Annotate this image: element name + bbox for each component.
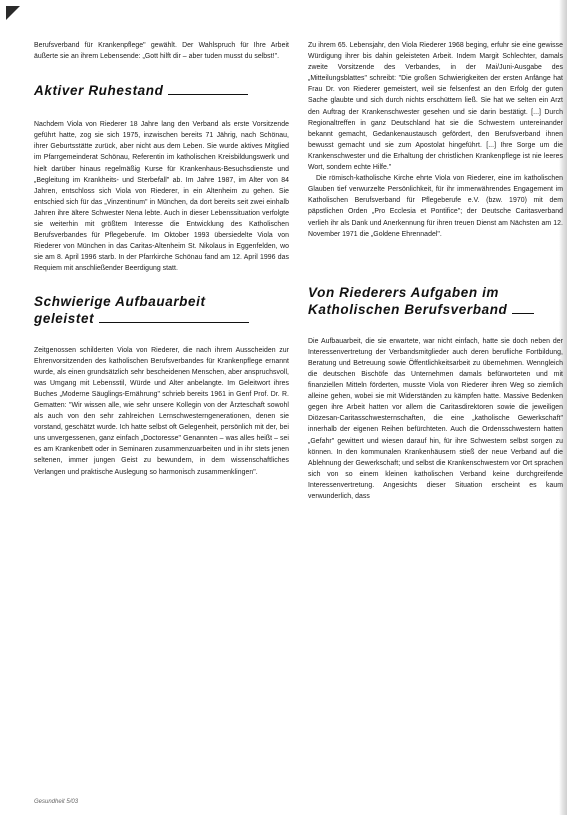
- heading-aufgaben: Von Riederers Aufgaben im Katholischen Berufsverband: [308, 284, 563, 318]
- heading-underline: [168, 94, 248, 95]
- paragraph-ruhestand: Nachdem Viola von Riederer 18 Jahre lang den Verband als erste Vorsitzende geführt hatte, zog sie sich 1975, inzwischen bereits 71 Jährig, nach Schönau, ihrer Geburtsstätte zurück, aber nicht aus dem Leben. Sie wurde aktives Mitglied im Pfarrgemeinderat Schönau, Referentin im katholischen Kreisbildungswerk und hielt darüber hinaus regelmäßig Kurse für Krankenhaus-Besuchsdienste und „Begleitung im Krankheits- und Sterbefall" ab. Im Jahre 1987, im Alter von 84 Jahren, entschloss sich Viola von Riederer, in ein Altenheim zu gehen. Sie entschied sich für das „Vinzentinum" in München, da dort bereits seit zwei einhalb Jahren ihre ältere Schwester Nena lebte. Auch in dieser Lebenssituation verfolgte sie weiterhin mit größtem Interesse die Entwicklung des Katholischen Berufsverbandes für Pflegeberufe. Im Oktober 1993 übersiedelte Viola von Riederer von München in das Caritas-Altenheim St. Nikolaus in Eggenfelden, wo sie am 8. April 1996 starb. In der Pfarrkirche Schönau fand am 12. April 1996 das Requiem mit anschließender Beerdigung statt.: [34, 121, 289, 273]
- corner-crop-mark: [6, 6, 20, 20]
- heading-underline: [512, 313, 534, 314]
- page-footer: Gesundheit 5/03: [34, 799, 79, 805]
- heading-aktiver-ruhestand: Aktiver Ruhestand: [34, 82, 289, 99]
- paragraph-kirche: Die römisch-katholische Kirche ehrte Viola von Riederer, eine im katholischen Glauben tief verwurzelte Persönlichkeit, für ihr immerwährendes Engagement im Katholischen Berufsverband für Pflegeberufe e.V. (bzw. 1970) mit dem päpstlichen Orden „Pro Ecclesia et Pontifice"; der Deutsche Caritasverband verlieh ihr als Dank und Anerkennung für ihren treuen Dienst am Nächsten am 12. November 1971 die „Goldene Ehrennadel".: [308, 175, 563, 238]
- paragraph-aufgaben: Die Aufbauarbeit, die sie erwartete, war nicht einfach, hatte sie doch neben der Interessenvertretung der Verbandsmitglieder auch deren berufliche Fortbildung, Beratung und Betreuung sowie Öffentlichkeitsarbeit zu übernehmen. Wenngleich die deutschen Bischöfe das Unternehmen damals befürworteten und mit finanziellen Mitteln förderten, musste Viola von Riederer ihren Weg so ziemlich alleine gehen, wobei sie mit Widerständen zu kämpfen hatte. Massive Bedenken gegen ihre Arbeit hatten vor allem die Caritasdirektoren sowie die jeweiligen Diözesan-Caritasschwesternschaften, die eine „katholische Gewerkschaft" innerhalb der eigenen Reihen befürchteten. Auch die Ordensschwestern hatten „Gefahr" gewittert und wiesen darauf hin, für ihre Schwestern selbst sorgen zu können. In den kommunalen Krankenhäusern stieß der neue Verband auf die Ablehnung der Gewerkschaft; und selbst die Krankenschwestern vor Ort sprachen sich von so einem kleinen katholischen Verband keine durchgreifende Interessenvertretung. Angesichts dieser Situation erscheint es kaum verwunderlich, dass: [308, 337, 563, 500]
- heading-aufbauarbeit: Schwierige Aufbauarbeit geleistet: [34, 293, 289, 327]
- paragraph-aufbauarbeit: Zeitgenossen schilderten Viola von Riederer, die nach ihrem Ausscheiden zur Ehrenvorsitzenden des katholischen Berufsverbandes für Krankenpflege ernannt wurde, als einen grundsätzlich sehr bescheidenen Menschen, aber anspruchsvoll, was Umgang mit Lebensstil, Würde und Alter anbelangte. Im Geleitwort ihres Buches „Moderne Säuglings-Ernährung" schrieb bereits 1961 in Genf Prof. Dr. R. Gematten: "Wir wissen alle, wie sehr unsere Kollegin von der Ärzteschaft sowohl als auch von den sehr zahlreichen Lernschwesterngenerationen, denen sie vorstand, geschätzt wurde. Ich hatte selbst oft Gelegenheit, persönlich mit der, bei uns unvergessenen, ganz einfach „Doctoresse" Genannten – was alles heißt – sei es am Krankenbett oder in Seminaren zusammenzuarbeiten und in ihr stets jenen seltenen, immer jungen Geist zu bewundern, in dem wissenschaftliches Verlangen und praktische Auslegung so harmonisch zusammenklingen".: [34, 346, 289, 476]
- intro-paragraph: Berufsverband für Krankenpflege" gewählt. Der Wahlspruch für Ihre Arbeit äußerte sie an ihrem Lebensende: „Gott hilft dir – aber tuden musst du selbst!".: [34, 42, 289, 61]
- left-column: [34, 40, 289, 478]
- heading-underline: [99, 322, 249, 323]
- paragraph-lebensjahr: Zu ihrem 65. Lebensjahr, den Viola Riederer 1968 beging, erfuhr sie eine gewisse Würdigung ihrer bis dahin geleisteten Arbeit. Indem Margit Schlechter, damals zweite Vorsitzende des Verbandes, in der Mai/Juni-Ausgabe des „Mitteilungsblattes" schreibt: "Die großen Schwierigkeiten der ersten Anfänge hat Frau Dr. von Riederer gemeistert, weil sie felsenfest an den Erfolg der guten Sache glaubte und sich durch nichts erschüttern ließ. Sie hat we selten ein Arzt den Auftrag der Krankenschwester gesehen und sie darin bestätigt. [...] Durch Regionaltreffen in ganz Deutschland hat sie die Schwestern untereinander bekannt gemacht, Gedankenaustausch gefördert, den Berufsverband ihnen bewusst gemacht und sie zum Apostolat hingeführt. [...] Ihre Sorge um die Krankenschwester und die Erhaltung der christlichen Krankenpflege ist nie leeres Wort, sondern echte Hilfe.": [308, 42, 563, 172]
- right-column: [308, 40, 563, 502]
